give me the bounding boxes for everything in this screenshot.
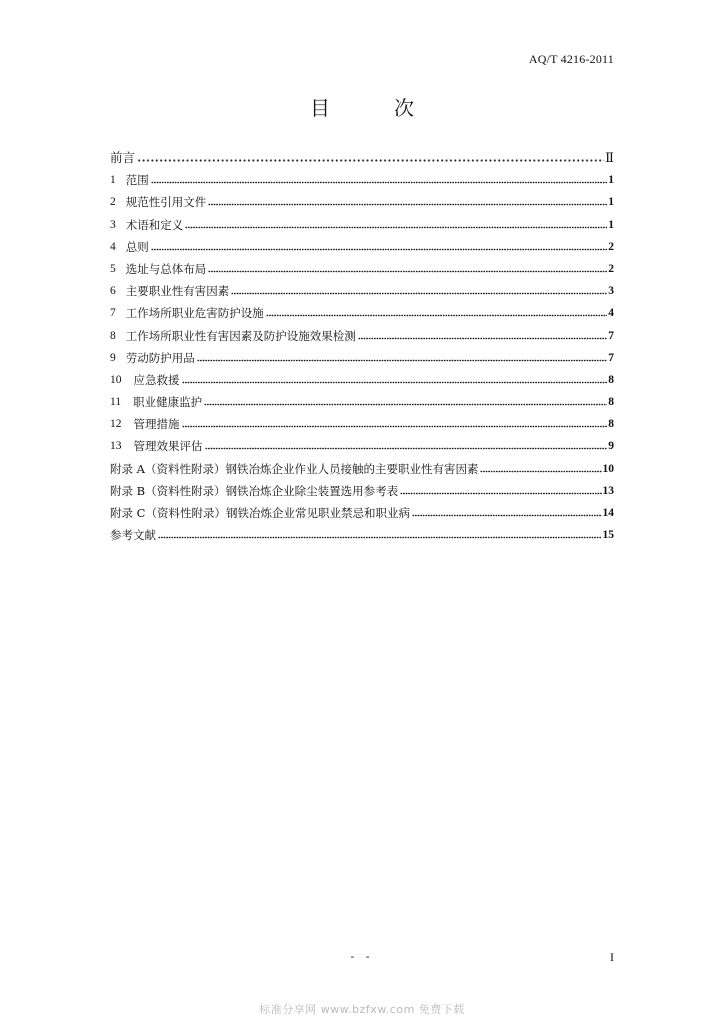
- toc-entry-text: 附录 A（资料性附录）钢铁冶炼企业作业人员接触的主要职业性有害因素: [110, 461, 479, 476]
- toc-entry-text: 附录 B（资料性附录）钢铁冶炼企业除尘装置选用参考表: [110, 483, 399, 498]
- toc-entry-page: 13: [602, 484, 614, 497]
- toc-entry-page: Ⅱ: [605, 150, 614, 165]
- toc-entry-text: 范围: [125, 173, 149, 188]
- toc-entry-effect-evaluation[interactable]: [110, 431, 614, 453]
- toc-entry-text: 选址与总体布局: [125, 261, 207, 276]
- toc-entry-appendix-a[interactable]: [110, 453, 614, 475]
- dot-leader: [151, 181, 607, 184]
- toc-entry-emergency-rescue[interactable]: [110, 365, 614, 387]
- toc-entry-page: 1: [608, 196, 614, 209]
- toc-entry-page: 4: [608, 307, 614, 320]
- dot-leader: [412, 514, 602, 517]
- toc-entry-management-measures[interactable]: [110, 409, 614, 431]
- toc-entry-page: 8: [608, 418, 614, 431]
- toc-entry-hazard-factors[interactable]: [110, 276, 614, 298]
- toc-entry-number: 4: [110, 240, 116, 253]
- toc-entry-page: 14: [602, 507, 614, 519]
- dot-leader: [208, 203, 607, 206]
- dot-leader: [231, 292, 607, 295]
- toc-entry-page: 2: [608, 240, 614, 253]
- dot-leader: [208, 270, 607, 273]
- dot-leader: [205, 447, 608, 450]
- dot-leader: [358, 337, 607, 340]
- toc-entry-scope[interactable]: [110, 165, 614, 187]
- toc-title: 目 次: [310, 96, 436, 120]
- dot-leader: [400, 492, 601, 495]
- toc-entry-text: 管理效果评估: [133, 439, 203, 454]
- toc-entry-page: 8: [608, 373, 614, 386]
- footer-page-number: I: [610, 950, 614, 964]
- table-of-contents: [110, 141, 614, 542]
- toc-entry-page: 7: [608, 329, 614, 342]
- toc-entry-text: 职业健康监护: [133, 395, 203, 410]
- dot-leader: [182, 425, 608, 428]
- toc-entry-page: 9: [608, 440, 614, 453]
- toc-entry-appendix-b[interactable]: [110, 476, 614, 498]
- toc-entry-general[interactable]: [110, 232, 614, 254]
- toc-entry-health-surveillance[interactable]: [110, 387, 614, 409]
- dot-leader: [197, 359, 607, 362]
- toc-entry-text: 附录 C（资料性附录）钢铁冶炼企业常见职业禁忌和职业病: [110, 506, 410, 520]
- toc-entry-page: 10: [602, 462, 614, 475]
- toc-entry-text: 规范性引用文件: [125, 195, 207, 210]
- toc-entry-text: 工作场所职业危害防护设施: [125, 306, 264, 321]
- toc-entry-page: 7: [608, 351, 614, 364]
- dot-leader: [151, 248, 607, 251]
- dot-leader: [137, 159, 604, 162]
- toc-entry-number: 2: [110, 196, 116, 209]
- toc-entry-text: 总则: [125, 239, 149, 254]
- toc-entry-number: 10: [110, 373, 122, 386]
- toc-entry-text: 参考文献: [110, 528, 156, 543]
- toc-entry-number: 7: [110, 307, 116, 320]
- toc-entry-protection-facilities[interactable]: [110, 298, 614, 320]
- toc-entry-page: 3: [608, 285, 614, 298]
- toc-entry-number: 11: [110, 396, 122, 409]
- toc-entry-number: 3: [110, 218, 116, 231]
- toc-entry-bibliography[interactable]: [110, 520, 614, 542]
- dot-leader: [182, 381, 608, 384]
- toc-entry-page: 15: [602, 529, 614, 542]
- toc-entry-number: 9: [110, 351, 116, 364]
- dot-leader: [266, 314, 607, 317]
- toc-entry-text: 主要职业性有害因素: [125, 284, 230, 299]
- dot-leader: [158, 536, 602, 539]
- toc-entry-text: 应急救援: [133, 372, 180, 387]
- footer-center-mark: - -: [350, 950, 374, 963]
- toc-entry-site-layout[interactable]: [110, 254, 614, 276]
- toc-entry-text: 前言: [110, 150, 136, 165]
- toc-entry-normative-references[interactable]: [110, 187, 614, 209]
- watermark-text: 标准分享网 www.bzfxw.com 免费下载: [259, 1003, 465, 1016]
- dot-leader: [480, 470, 601, 473]
- toc-entry-text: 管理措施: [133, 417, 180, 432]
- toc-entry-page: 2: [608, 262, 614, 275]
- toc-entry-preface[interactable]: [110, 141, 614, 165]
- toc-entry-page: 1: [608, 174, 614, 187]
- toc-entry-text: 劳动防护用品: [125, 350, 195, 365]
- toc-entry-page: 8: [608, 396, 614, 409]
- toc-entry-number: 1: [110, 174, 116, 187]
- dot-leader: [185, 226, 607, 229]
- toc-entry-number: 8: [110, 329, 116, 342]
- toc-entry-number: 12: [110, 418, 122, 431]
- toc-entry-appendix-c[interactable]: [110, 498, 614, 520]
- toc-entry-page: 1: [608, 218, 614, 231]
- toc-entry-effect-testing[interactable]: [110, 320, 614, 342]
- document-code: AQ/T 4216-2011: [528, 52, 614, 66]
- toc-entry-number: 13: [110, 440, 122, 453]
- toc-entry-terms-definitions[interactable]: [110, 209, 614, 231]
- toc-entry-number: 5: [110, 262, 116, 275]
- toc-entry-number: 6: [110, 285, 116, 298]
- toc-entry-text: 工作场所职业性有害因素及防护设施效果检测: [125, 328, 356, 343]
- dot-leader: [204, 403, 607, 406]
- toc-entry-text: 术语和定义: [125, 217, 184, 232]
- toc-entry-protective-equipment[interactable]: [110, 343, 614, 365]
